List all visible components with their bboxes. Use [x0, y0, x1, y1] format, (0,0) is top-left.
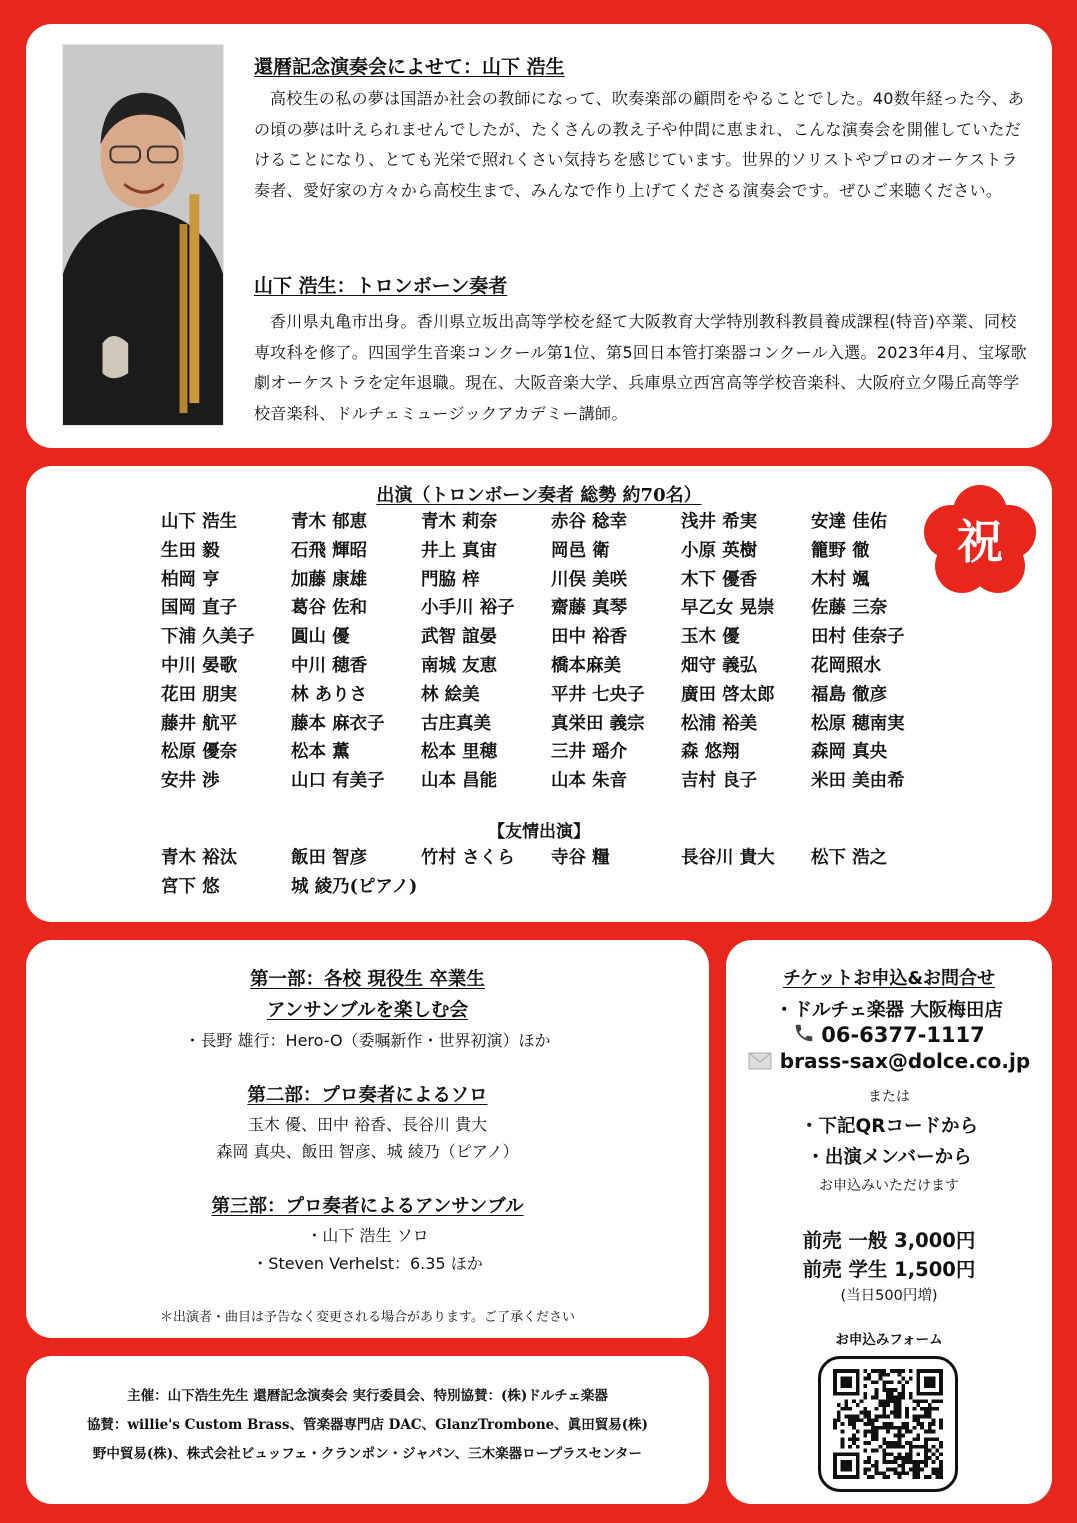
guest-name: 青木 裕汰 — [161, 848, 238, 868]
organizers-panel — [26, 1356, 709, 1504]
performer-name: 松本 里穂 — [421, 742, 498, 763]
message-panel — [26, 24, 1052, 448]
performer-name: 下浦 久美子 — [161, 627, 255, 648]
performer-name: 福島 徹彦 — [811, 684, 888, 705]
tickets-title: チケットお申込&お問合せ — [782, 968, 996, 989]
performer-name: 柏岡 亨 — [161, 569, 220, 590]
part1-title: 第一部：各校 現役生 卒業生 — [250, 969, 485, 990]
guest-name: 飯田 智彦 — [291, 848, 368, 868]
performer-name: 川俣 美咲 — [551, 569, 628, 590]
performer-name: 国岡 直子 — [161, 598, 238, 619]
email-line[interactable] — [726, 1049, 1052, 1075]
part3-item1: ・山下 浩生 ソロ — [306, 1226, 429, 1245]
performer-name: 吉村 良子 — [681, 771, 758, 792]
performer-name: 古庄真美 — [421, 713, 491, 734]
part1-item: ・長野 雄行：Hero-O（委嘱新作・世界初演）ほか — [184, 1031, 551, 1050]
performer-name: 中川 穂香 — [291, 655, 368, 676]
guest-name: 城 綾乃(ピアノ) — [291, 877, 418, 897]
performer-name: 松本 薫 — [291, 742, 350, 763]
performer-name: 平井 七央子 — [551, 684, 645, 705]
part2-line1: 玉木 優、田中 裕香、長谷川 貴大 — [247, 1115, 488, 1134]
performer-name: 花岡照水 — [811, 655, 881, 676]
performer-name: 早乙女 晃崇 — [681, 598, 775, 619]
performer-name: 田村 佳奈子 — [811, 627, 905, 648]
guest-name: 松下 浩之 — [811, 848, 888, 868]
bio-body: 香川県丸亀市出身。香川県立坂出高等学校を経て大阪教育大学特別教科教員養成課程(特音)卒業、同校専攻科を修了。四国学生音楽コンクール第1位、第5回日本管打楽器コンクール入選。2023年4月、宝塚歌劇オーケストラを定年退職。現在、大阪音楽大学、兵庫県立西宮高等学校音楽科、大阪府立夕陽丘高等学校音楽科、ドルチェミュージックアカデミー講師。 — [254, 312, 1027, 423]
performer-name: 木村 颯 — [811, 569, 870, 590]
change-note: ＊出演者・曲目は予告なく変更される場合があります。ご了承ください — [160, 1310, 575, 1325]
bio-title: 山下 浩生：トロンボーン奏者 — [254, 275, 508, 297]
organizer-line3: 野中貿易(株)、株式会社ビュッフェ・クランポン・ジャパン、三木楽器ロープラスセンター — [92, 1446, 643, 1462]
part2-title: 第二部：プロ奏者によるソロ — [247, 1085, 488, 1106]
apply-text: お申込みいただけます — [819, 1178, 959, 1194]
qr-code[interactable] — [818, 1356, 958, 1492]
price-general: 前売 一般 3,000円 — [802, 1229, 976, 1252]
performer-name: 佐藤 三奈 — [811, 598, 888, 619]
performer-name: 山本 朱音 — [551, 771, 628, 792]
performer-name: 小原 英樹 — [681, 540, 758, 561]
performer-name: 浅井 希実 — [681, 512, 758, 532]
part3-title: 第三部：プロ奏者によるアンサンブル — [211, 1196, 524, 1217]
guest-name: 寺谷 糧 — [551, 848, 610, 868]
performer-name: 石飛 輝昭 — [291, 540, 368, 561]
performer-list — [161, 508, 941, 796]
part2-line2: 森岡 真央、飯田 智彦、城 綾乃（ピアノ） — [216, 1142, 519, 1161]
performer-name: 松原 穂南実 — [811, 713, 905, 734]
guest-list — [161, 844, 941, 902]
guest-title: 【友情出演】 — [488, 822, 590, 842]
guest-name: 竹村 さくら — [421, 848, 515, 868]
performer-name: 南城 友恵 — [421, 655, 498, 676]
phone-icon — [793, 1022, 815, 1049]
performer-name: 青木 莉奈 — [421, 512, 498, 532]
performer-name: 林 ありさ — [291, 684, 368, 705]
performer-name: 木下 優香 — [681, 569, 758, 590]
performer-name: 赤谷 稔幸 — [551, 512, 628, 532]
phone-number: 06-6377-1117 — [821, 1023, 985, 1047]
phone-line[interactable] — [726, 1022, 1052, 1049]
performer-name: 武智 誼晏 — [421, 627, 498, 648]
performer-name: 山本 昌能 — [421, 771, 498, 792]
performer-name: 山口 有美子 — [291, 771, 385, 792]
option-qr: ・下記QRコードから — [800, 1116, 978, 1137]
part3-item2: ・Steven Verhelst：6.35 ほか — [252, 1254, 483, 1273]
performer-name: 林 絵美 — [421, 684, 480, 705]
performer-name: 三井 瑶介 — [551, 742, 628, 763]
performer-name: 森 悠翔 — [681, 742, 740, 763]
performer-name: 田中 裕香 — [551, 627, 628, 648]
performer-name: 籠野 徹 — [811, 540, 870, 561]
or-text: または — [868, 1089, 910, 1105]
performer-name: 青木 郁恵 — [291, 512, 368, 532]
performers-panel — [26, 466, 1052, 922]
performer-photo — [62, 44, 224, 426]
performer-name: 岡邑 衛 — [551, 540, 610, 561]
performer-name: 森岡 真央 — [811, 742, 888, 763]
performer-name: 畑守 義弘 — [681, 655, 758, 676]
performer-name: 井上 真宙 — [421, 540, 498, 561]
performer-name: 加藤 康雄 — [291, 569, 368, 590]
performer-name: 山下 浩生 — [161, 512, 238, 532]
envelope-icon — [748, 1051, 772, 1075]
email-address: brass-sax@dolce.co.jp — [779, 1049, 1031, 1073]
performer-name: 安達 佳佑 — [811, 512, 888, 532]
organizer-line2: 協賛：willie's Custom Brass、管楽器専門店 DAC、GlanzTrombone、眞田貿易(株) — [86, 1417, 649, 1433]
performer-name: 玉木 優 — [681, 627, 740, 648]
part1-title2: アンサンブルを楽しむ会 — [266, 1000, 469, 1021]
price-student: 前売 学生 1,500円 — [802, 1258, 976, 1281]
message-title: 還暦記念演奏会によせて：山下 浩生 — [254, 56, 565, 78]
plum-blossom-icon — [922, 484, 1038, 596]
message-body: 高校生の私の夢は国語か社会の教師になって、吹奏楽部の顧問をやることでした。40数年経った今、あの頃の夢は叶えられませんでしたが、たくさんの教え子や仲間に恵まれ、こんな演奏会を開催していただけることになり、とても光栄で照れくさい気持ちを感じています。世界的ソリストやプロのオーケストラ奏者、愛好家の方々から高校生まで、みんなで作り上げてくださる演奏会です。ぜひご来聴ください。 — [254, 89, 1025, 200]
door-price-note: (当日500円増) — [840, 1288, 938, 1304]
program-panel — [26, 940, 709, 1338]
guest-name: 宮下 悠 — [161, 877, 220, 897]
guest-name: 長谷川 貴大 — [681, 848, 775, 868]
performer-name: 橋本麻美 — [551, 655, 621, 676]
performers-title: 出演（トロンボーン奏者 総勢 約70名） — [376, 485, 702, 506]
performer-name: 小手川 裕子 — [421, 598, 515, 619]
performer-name: 藤本 麻衣子 — [291, 713, 385, 734]
performer-name: 中川 晏歌 — [161, 655, 238, 676]
form-label: お申込みフォーム — [835, 1332, 943, 1348]
option-member: ・出演メンバーから — [806, 1147, 972, 1168]
performer-name: 藤井 航平 — [161, 713, 238, 734]
performer-name: 真栄田 義宗 — [551, 713, 645, 734]
performer-name: 米田 美由希 — [811, 771, 905, 792]
performer-name: 齋藤 真琴 — [551, 598, 628, 619]
performer-name: 葛谷 佐和 — [291, 598, 368, 619]
store-name: ・ドルチェ楽器 大阪梅田店 — [775, 1000, 1003, 1021]
organizer-line1: 主催：山下浩生先生 還暦記念演奏会 実行委員会、特別協賛：(株)ドルチェ楽器 — [127, 1388, 608, 1404]
performer-name: 松浦 裕美 — [681, 713, 758, 734]
badge-text: 祝 — [957, 515, 1003, 569]
performer-name: 安井 渉 — [161, 771, 220, 792]
tickets-panel — [726, 940, 1052, 1504]
performer-name: 門脇 梓 — [421, 569, 480, 590]
performer-name: 圓山 優 — [291, 627, 350, 648]
performer-name: 花田 朋実 — [161, 684, 238, 705]
performer-name: 松原 優奈 — [161, 742, 238, 763]
performer-name: 生田 毅 — [161, 540, 220, 561]
performer-name: 廣田 啓太郎 — [681, 684, 775, 705]
